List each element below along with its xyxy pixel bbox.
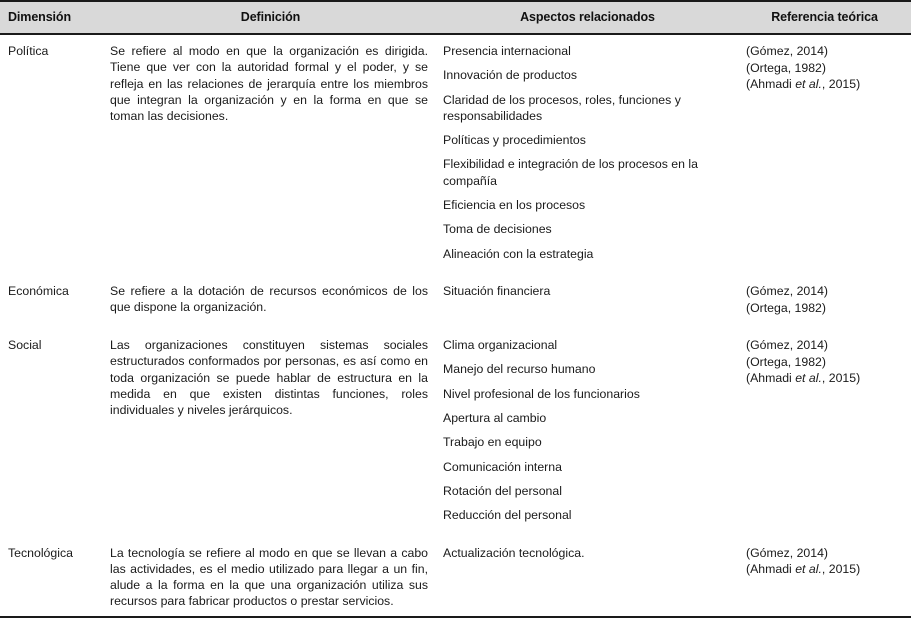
reference-suffix: , 2015) bbox=[821, 371, 861, 386]
reference-item bbox=[746, 283, 907, 300]
reference-list bbox=[746, 43, 907, 93]
aspect-item: Reducción del personal bbox=[443, 508, 572, 523]
table-row bbox=[0, 34, 911, 274]
reference-etal: et al. bbox=[795, 77, 822, 92]
aspect-item: Claridad de los procesos, roles, funciones y responsabilidades bbox=[443, 92, 681, 123]
reference-list bbox=[746, 337, 907, 387]
reference-item bbox=[746, 337, 907, 354]
aspect-list bbox=[443, 545, 728, 561]
reference-prefix: (Ahmadi bbox=[746, 371, 796, 386]
reference-prefix: (Gómez, 2014) bbox=[746, 283, 829, 298]
aspect-item: Flexibilidad e integración de los procesos en la compañía bbox=[443, 157, 698, 188]
cell-referencia bbox=[738, 328, 911, 535]
aspect-list bbox=[443, 337, 728, 523]
reference-item bbox=[746, 60, 907, 77]
cell-dimension: Social bbox=[8, 338, 42, 353]
aspect-item: Actualización tecnológica. bbox=[443, 545, 585, 560]
aspect-item: Manejo del recurso humano bbox=[443, 362, 596, 377]
cell-dimension: Económica bbox=[8, 283, 69, 298]
aspect-item: Nivel profesional de los funcionarios bbox=[443, 386, 640, 401]
reference-prefix: (Ortega, 1982) bbox=[746, 354, 826, 369]
table-row bbox=[0, 536, 911, 617]
cell-aspectos bbox=[437, 536, 738, 617]
aspect-item: Rotación del personal bbox=[443, 483, 562, 498]
table-row bbox=[0, 328, 911, 535]
cell-definicion bbox=[104, 328, 437, 535]
reference-item bbox=[746, 76, 907, 93]
reference-item bbox=[746, 370, 907, 387]
table-body bbox=[0, 34, 911, 618]
reference-prefix: (Gómez, 2014) bbox=[746, 545, 829, 560]
aspect-item: Eficiencia en los procesos bbox=[443, 198, 586, 213]
cell-dimension: Política bbox=[8, 44, 49, 58]
aspect-item: Alineación con la estrategia bbox=[443, 246, 594, 261]
reference-etal: et al. bbox=[795, 562, 822, 577]
aspect-list bbox=[443, 43, 728, 262]
column-header-referencia: Referencia teórica bbox=[738, 1, 911, 34]
reference-prefix: (Gómez, 2014) bbox=[746, 338, 829, 353]
aspect-item: Comunicación interna bbox=[443, 459, 562, 474]
definicion-text: La tecnología se refiere al modo en que se llevan a cabo las actividades, es el medio utilizado para llegar a un fin, alude a la forma en la que una organización utiliza sus recursos para fabricar productos o prestar servicios. bbox=[110, 545, 428, 609]
table-row bbox=[0, 274, 911, 328]
reference-prefix: (Ortega, 1982) bbox=[746, 300, 826, 315]
aspect-item: Presencia internacional bbox=[443, 44, 571, 58]
reference-list bbox=[746, 283, 907, 316]
cell-aspectos bbox=[437, 34, 738, 274]
aspect-item: Situación financiera bbox=[443, 283, 551, 298]
definicion-text: Se refiere al modo en que la organización es dirigida. Tiene que ver con la autoridad formal y el poder, y se refleja en las relaciones de jerarquía entre los miembros que integran la organización y en la forma en que se toman las decisiones. bbox=[110, 44, 428, 124]
table-header bbox=[0, 1, 911, 34]
cell-referencia bbox=[738, 274, 911, 328]
aspect-item: Apertura al cambio bbox=[443, 411, 547, 426]
aspect-item: Innovación de productos bbox=[443, 68, 577, 83]
aspect-item: Políticas y procedimientos bbox=[443, 133, 586, 148]
reference-prefix: (Ortega, 1982) bbox=[746, 60, 826, 75]
reference-prefix: (Gómez, 2014) bbox=[746, 44, 829, 58]
definicion-text: Las organizaciones constituyen sistemas sociales estructurados conformados por personas, es así como en toda organización se puede hablar de estructura en la medida en que existen distintas funciones, roles individuales y niveles jerárquicos. bbox=[110, 338, 428, 418]
header-row bbox=[0, 1, 911, 34]
table-bottom-rule bbox=[0, 617, 911, 618]
cell-aspectos bbox=[437, 328, 738, 535]
reference-item bbox=[746, 43, 907, 60]
reference-suffix: , 2015) bbox=[821, 77, 861, 92]
column-header-definicion: Definición bbox=[104, 1, 437, 34]
reference-prefix: (Ahmadi bbox=[746, 77, 796, 92]
aspect-item: Clima organizacional bbox=[443, 338, 558, 353]
reference-etal: et al. bbox=[795, 371, 822, 386]
cell-dimension: Tecnológica bbox=[8, 545, 73, 560]
reference-prefix: (Ahmadi bbox=[746, 562, 796, 577]
cell-aspectos bbox=[437, 274, 738, 328]
cell-referencia bbox=[738, 34, 911, 274]
reference-item bbox=[746, 300, 907, 317]
reference-item bbox=[746, 545, 907, 562]
column-header-dimension: Dimensión bbox=[0, 1, 104, 34]
cell-definicion bbox=[104, 536, 437, 617]
bottom-rule-cell bbox=[0, 617, 911, 618]
reference-list bbox=[746, 545, 907, 578]
cell-definicion bbox=[104, 34, 437, 274]
reference-item bbox=[746, 354, 907, 371]
definicion-text: Se refiere a la dotación de recursos económicos de los que dispone la organización. bbox=[110, 283, 428, 315]
reference-item bbox=[746, 561, 907, 578]
cell-definicion bbox=[104, 274, 437, 328]
aspect-item: Trabajo en equipo bbox=[443, 435, 542, 450]
column-header-aspectos: Aspectos relacionados bbox=[437, 1, 738, 34]
aspect-list bbox=[443, 283, 728, 299]
cell-referencia bbox=[738, 536, 911, 617]
reference-suffix: , 2015) bbox=[821, 562, 861, 577]
aspect-item: Toma de decisiones bbox=[443, 222, 552, 237]
